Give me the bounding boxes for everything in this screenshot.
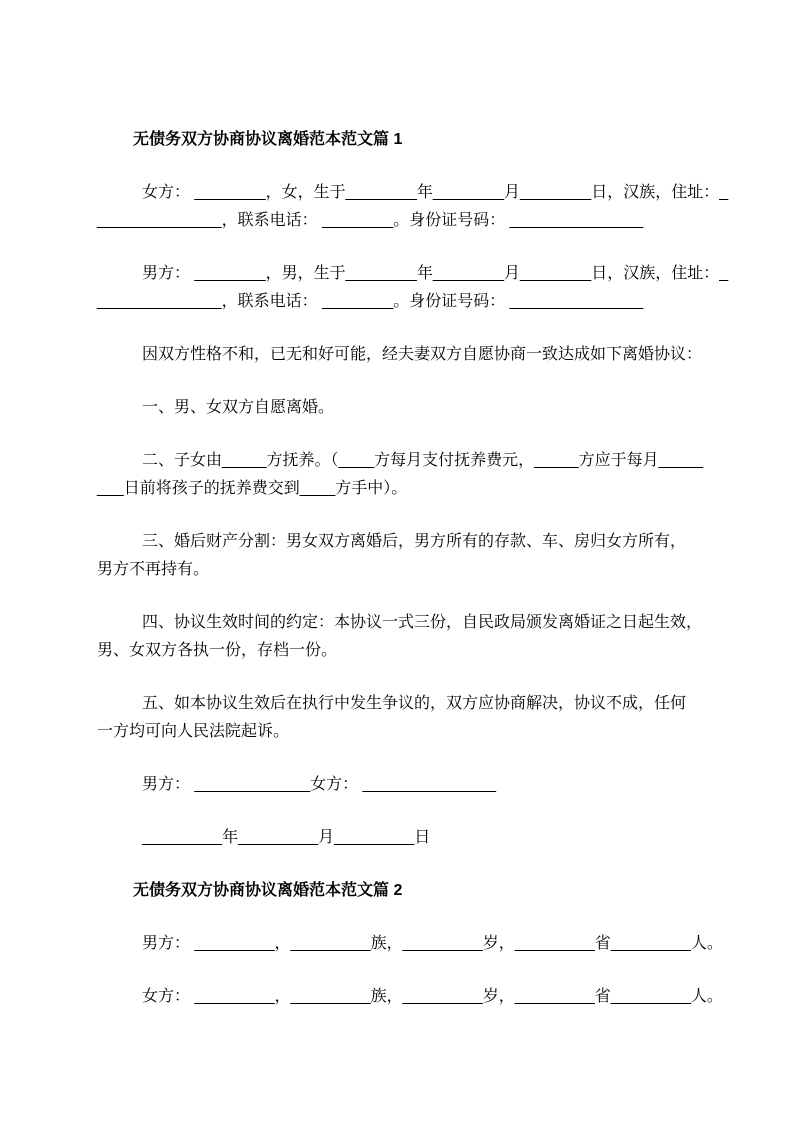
- text-line: 女方： _________，_________族，_________岁，_________省_________人。: [142, 988, 723, 1005]
- text-line: 五、如本协议生效后在执行中发生争议的，双方应协商解决，协议不成，任何: [142, 695, 687, 712]
- text-line: 男、女双方各执一份，存档一份。: [97, 642, 338, 659]
- text-line: 男方不再持有。: [97, 561, 210, 578]
- para-signatures: [97, 771, 712, 799]
- text-line: 男方： _____________女方： _______________: [142, 776, 497, 793]
- para-preamble: [97, 341, 712, 369]
- para-man-identity: [97, 260, 729, 316]
- para-clause-3: [97, 528, 712, 584]
- text-line: 三、婚后财产分割：男女双方离婚后，男方所有的存款、车、房归女方所有，: [142, 533, 687, 550]
- text-line: 一方均可向人民法院起诉。: [97, 723, 290, 740]
- text-line: 一、男、女双方自愿离婚。: [142, 399, 335, 416]
- text-line: 因双方性格不和，已无和好可能，经夫妻双方自愿协商一致达成如下离婚协议：: [142, 346, 703, 363]
- text-line: 女方： ________，女，生于________年________月________日，汉族，住址：_: [142, 184, 729, 201]
- para-woman-identity: [97, 179, 729, 235]
- text-line: 二、子女由_____方抚养。（____方每月支付抚养费元，_____方应于每月_____: [142, 452, 704, 469]
- para-man-identity-2: [97, 930, 723, 958]
- section-1-title: 无债务双方协商协议离婚范本范文篇 1: [133, 131, 403, 148]
- text-line: _________年_________月_________日: [142, 829, 431, 846]
- text-line: ___日前将孩子的抚养费交到____方手中）。: [97, 480, 408, 497]
- text-line: 男方： _________，_________族，_________岁，_________省_________人。: [142, 935, 723, 952]
- text-line: ______________，联系电话： ________。身份证号码： _______________: [97, 212, 644, 229]
- para-clause-2: [97, 447, 712, 503]
- text-line: 四、协议生效时间的约定：本协议一式三份，自民政局颁发离婚证之日起生效，: [142, 614, 703, 631]
- section-2-title: 无债务双方协商协议离婚范本范文篇 2: [133, 882, 403, 899]
- text-line: ______________，联系电话： ________。身份证号码： _______________: [97, 293, 644, 310]
- para-woman-identity-2: [97, 983, 723, 1011]
- para-clause-5: [97, 690, 712, 746]
- para-clause-1: [97, 394, 712, 422]
- text-line: 男方： ________，男，生于________年________月________日，汉族，住址：_: [142, 265, 729, 282]
- para-date: [97, 824, 712, 852]
- para-clause-4: [97, 609, 712, 665]
